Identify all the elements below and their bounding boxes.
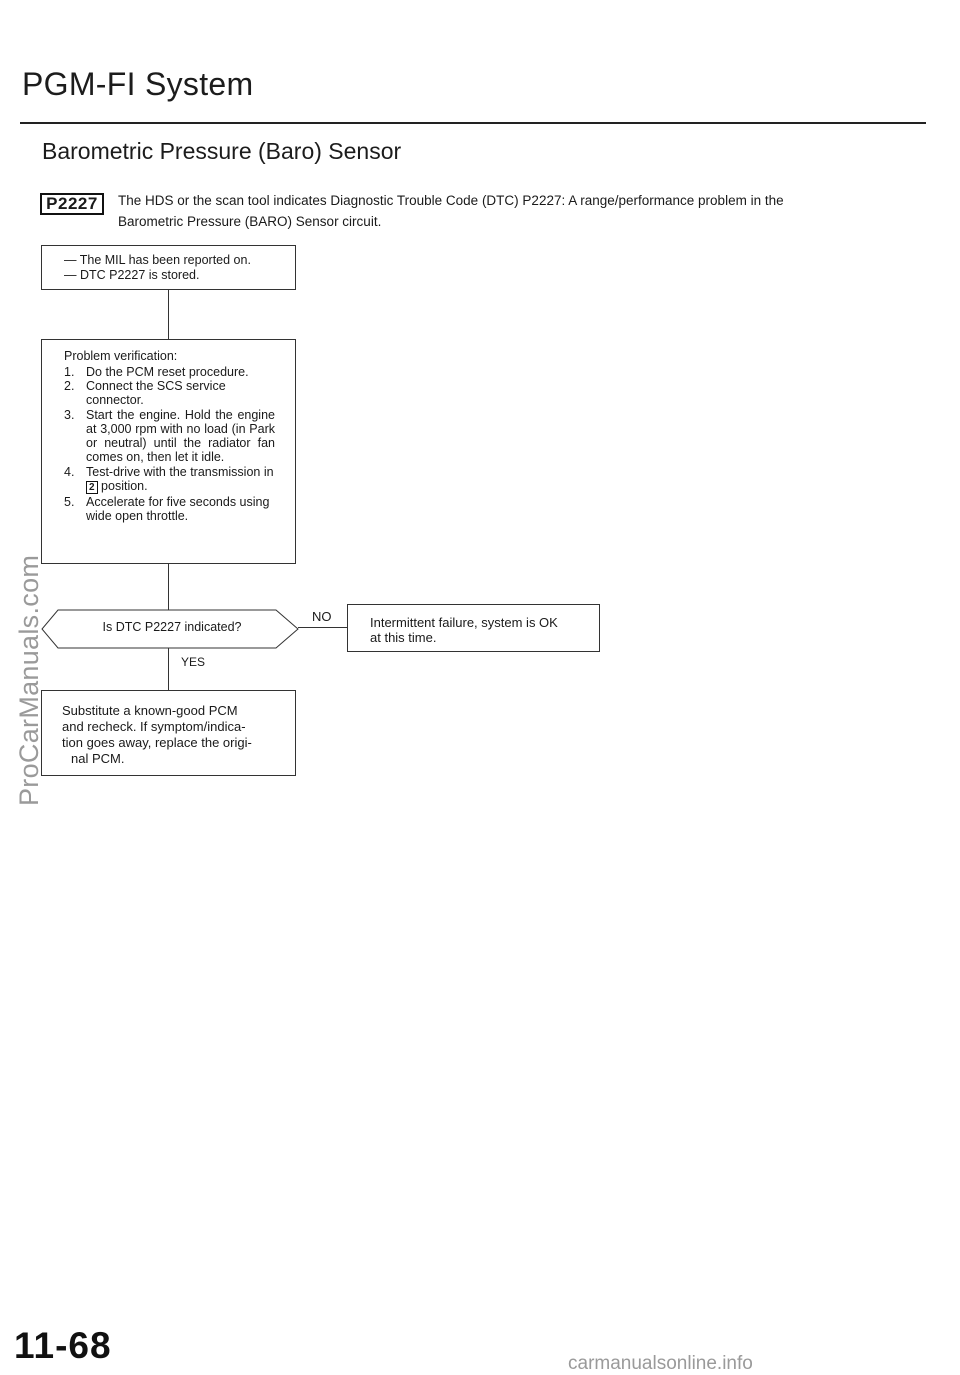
verification-box <box>41 339 296 564</box>
yes-result-line: Substitute a known-good PCM <box>62 703 238 718</box>
yes-result-line: and recheck. If symptom/indica- <box>62 719 246 734</box>
step-text-before: Test-drive with the transmission in <box>86 465 274 479</box>
yes-result-box <box>41 690 296 776</box>
footer-url: carmanualsonline.info <box>568 1353 753 1374</box>
step-text <box>76 465 275 494</box>
start-line: — DTC P2227 is stored. <box>64 268 200 282</box>
step-number: 3. <box>64 408 75 422</box>
yes-result-line: nal PCM. <box>71 751 125 766</box>
step-text: Accelerate for five seconds using wide open throttle. <box>86 495 270 523</box>
verification-step <box>64 495 275 523</box>
step-text-after: position. <box>101 479 148 493</box>
verification-step <box>64 379 275 407</box>
step-number: 2. <box>64 379 75 393</box>
page-title: Barometric Pressure (Baro) Sensor <box>42 138 402 164</box>
start-line: — The MIL has been reported on. <box>64 253 251 267</box>
header-rule <box>20 122 926 124</box>
step-number: 5. <box>64 495 75 509</box>
page-number: 11-68 <box>14 1325 112 1366</box>
flow-connector <box>168 290 169 339</box>
flow-connector <box>168 564 169 611</box>
intro-text <box>118 190 918 232</box>
no-label: NO <box>312 609 332 624</box>
step-number: 1. <box>64 365 75 379</box>
verification-step <box>64 365 275 379</box>
no-result-box <box>347 604 600 652</box>
step-text: Connect the SCS service connector. <box>86 379 226 407</box>
step-number: 4. <box>64 465 75 479</box>
section-title: PGM-FI System <box>22 66 254 102</box>
no-result-line: at this time. <box>370 630 437 645</box>
watermark: ProCarManuals.com <box>14 554 44 806</box>
intro-line-2: Barometric Pressure (BARO) Sensor circuit. <box>118 214 382 229</box>
dtc-code-badge: P2227 <box>40 193 104 215</box>
decision-question: Is DTC P2227 indicated? <box>102 620 242 634</box>
no-branch-connector <box>298 627 347 628</box>
yes-branch-connector <box>168 648 169 690</box>
yes-result-line: tion goes away, replace the origi- <box>62 735 252 750</box>
intro-line-1: The HDS or the scan tool indicates Diagnostic Trouble Code (DTC) P2227: A range/performance problem in the <box>118 193 784 208</box>
step-text: Do the PCM reset procedure. <box>86 365 249 379</box>
no-result-line: Intermittent failure, system is OK <box>370 615 558 630</box>
gear-position-icon: 2 <box>86 481 98 494</box>
step-text: Start the engine. Hold the engine at 3,000 rpm with no load (in Park or neutral) until the radiator fan comes on, then let it idle. <box>86 408 275 464</box>
verification-step <box>64 465 275 494</box>
yes-label: YES <box>181 655 206 669</box>
verification-step <box>64 408 275 464</box>
verification-title: Problem verification: <box>64 349 178 363</box>
flow-start-box <box>41 245 296 290</box>
